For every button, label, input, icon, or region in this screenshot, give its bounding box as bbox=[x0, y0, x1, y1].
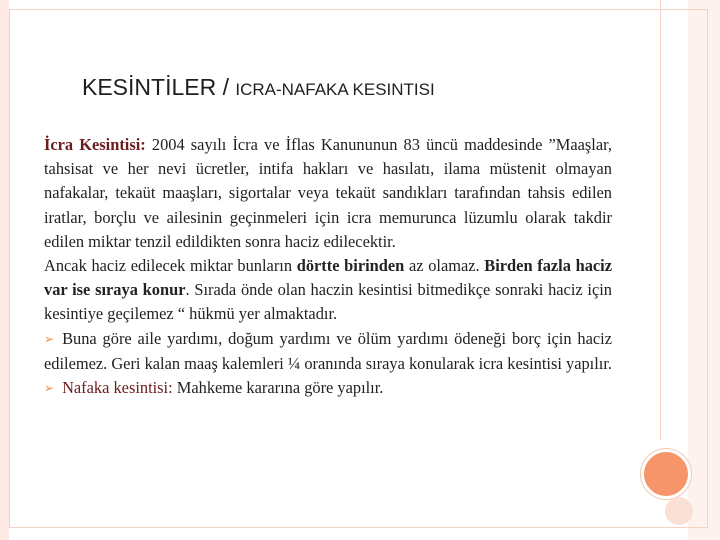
nafaka-kesintisi-label: Nafaka kesintisi: bbox=[62, 378, 173, 398]
icra-kesintisi-text: 2004 sayılı İcra ve İflas Kanununun 83 üncü maddesinde ”Maaşlar, tahsisat ve her nevi ücretler, intifa hakları ve hasılatı, ilama müstenit olmayan nafakalar, tekaüt maaşları, sigortalar veya tekaüt sandıkları tarafından tahsis edilen iratlar, borçlu ve ailesinin geçinmeleri için icra memurunca lüzumlu olarak takdir edilen miktar tenzil edildikten sonra haciz edilecektir. bbox=[44, 135, 612, 251]
ancak-intro: Ancak haciz edilecek miktar bunların bbox=[44, 256, 297, 276]
paragraph-icra-kesintisi bbox=[44, 133, 612, 254]
right-decorative-line bbox=[660, 0, 661, 440]
arrow-bullet-icon: ➢ bbox=[44, 331, 55, 346]
ancak-bold-dortte: dörtte birinden bbox=[296, 256, 405, 276]
pale-circle-decoration bbox=[665, 497, 693, 525]
icra-kesintisi-label: İcra Kesintisi: bbox=[44, 135, 146, 154]
left-decorative-band bbox=[0, 0, 9, 540]
bullet-item-aile-yardimi bbox=[44, 327, 612, 376]
ancak-rest: . Sırada önde olan haczin kesintisi bitmedikçe sonraki haciz için kesintiye geçilemez “ hükmü yer almaktadır. bbox=[44, 280, 612, 324]
arrow-bullet-icon: ➢ bbox=[44, 381, 55, 396]
bullet-text-aile-yardimi: Buna göre aile yardımı, doğum yardımı ve ölüm yardımı ödeneği borç için haciz edilemez. Geri kalan maaş kalemleri ¼ oranında sıraya konularak icra kesintisi yapılır. bbox=[44, 328, 612, 373]
orange-circle-decoration bbox=[641, 449, 691, 499]
ancak-mid: az olamaz. bbox=[404, 256, 485, 276]
ancak-bold-birden: Birden fazla haciz var ise sıraya konur bbox=[44, 256, 612, 300]
title-main: KESİNTİLER / bbox=[82, 74, 236, 100]
title-sub: ICRA-NAFAKA KESINTISI bbox=[235, 80, 435, 99]
bullet-item-nafaka bbox=[44, 376, 612, 401]
slide-body bbox=[44, 133, 612, 401]
paragraph-ancak bbox=[44, 254, 612, 327]
nafaka-kesintisi-text: Mahkeme kararına göre yapılır. bbox=[172, 378, 384, 398]
slide-title bbox=[82, 74, 642, 101]
